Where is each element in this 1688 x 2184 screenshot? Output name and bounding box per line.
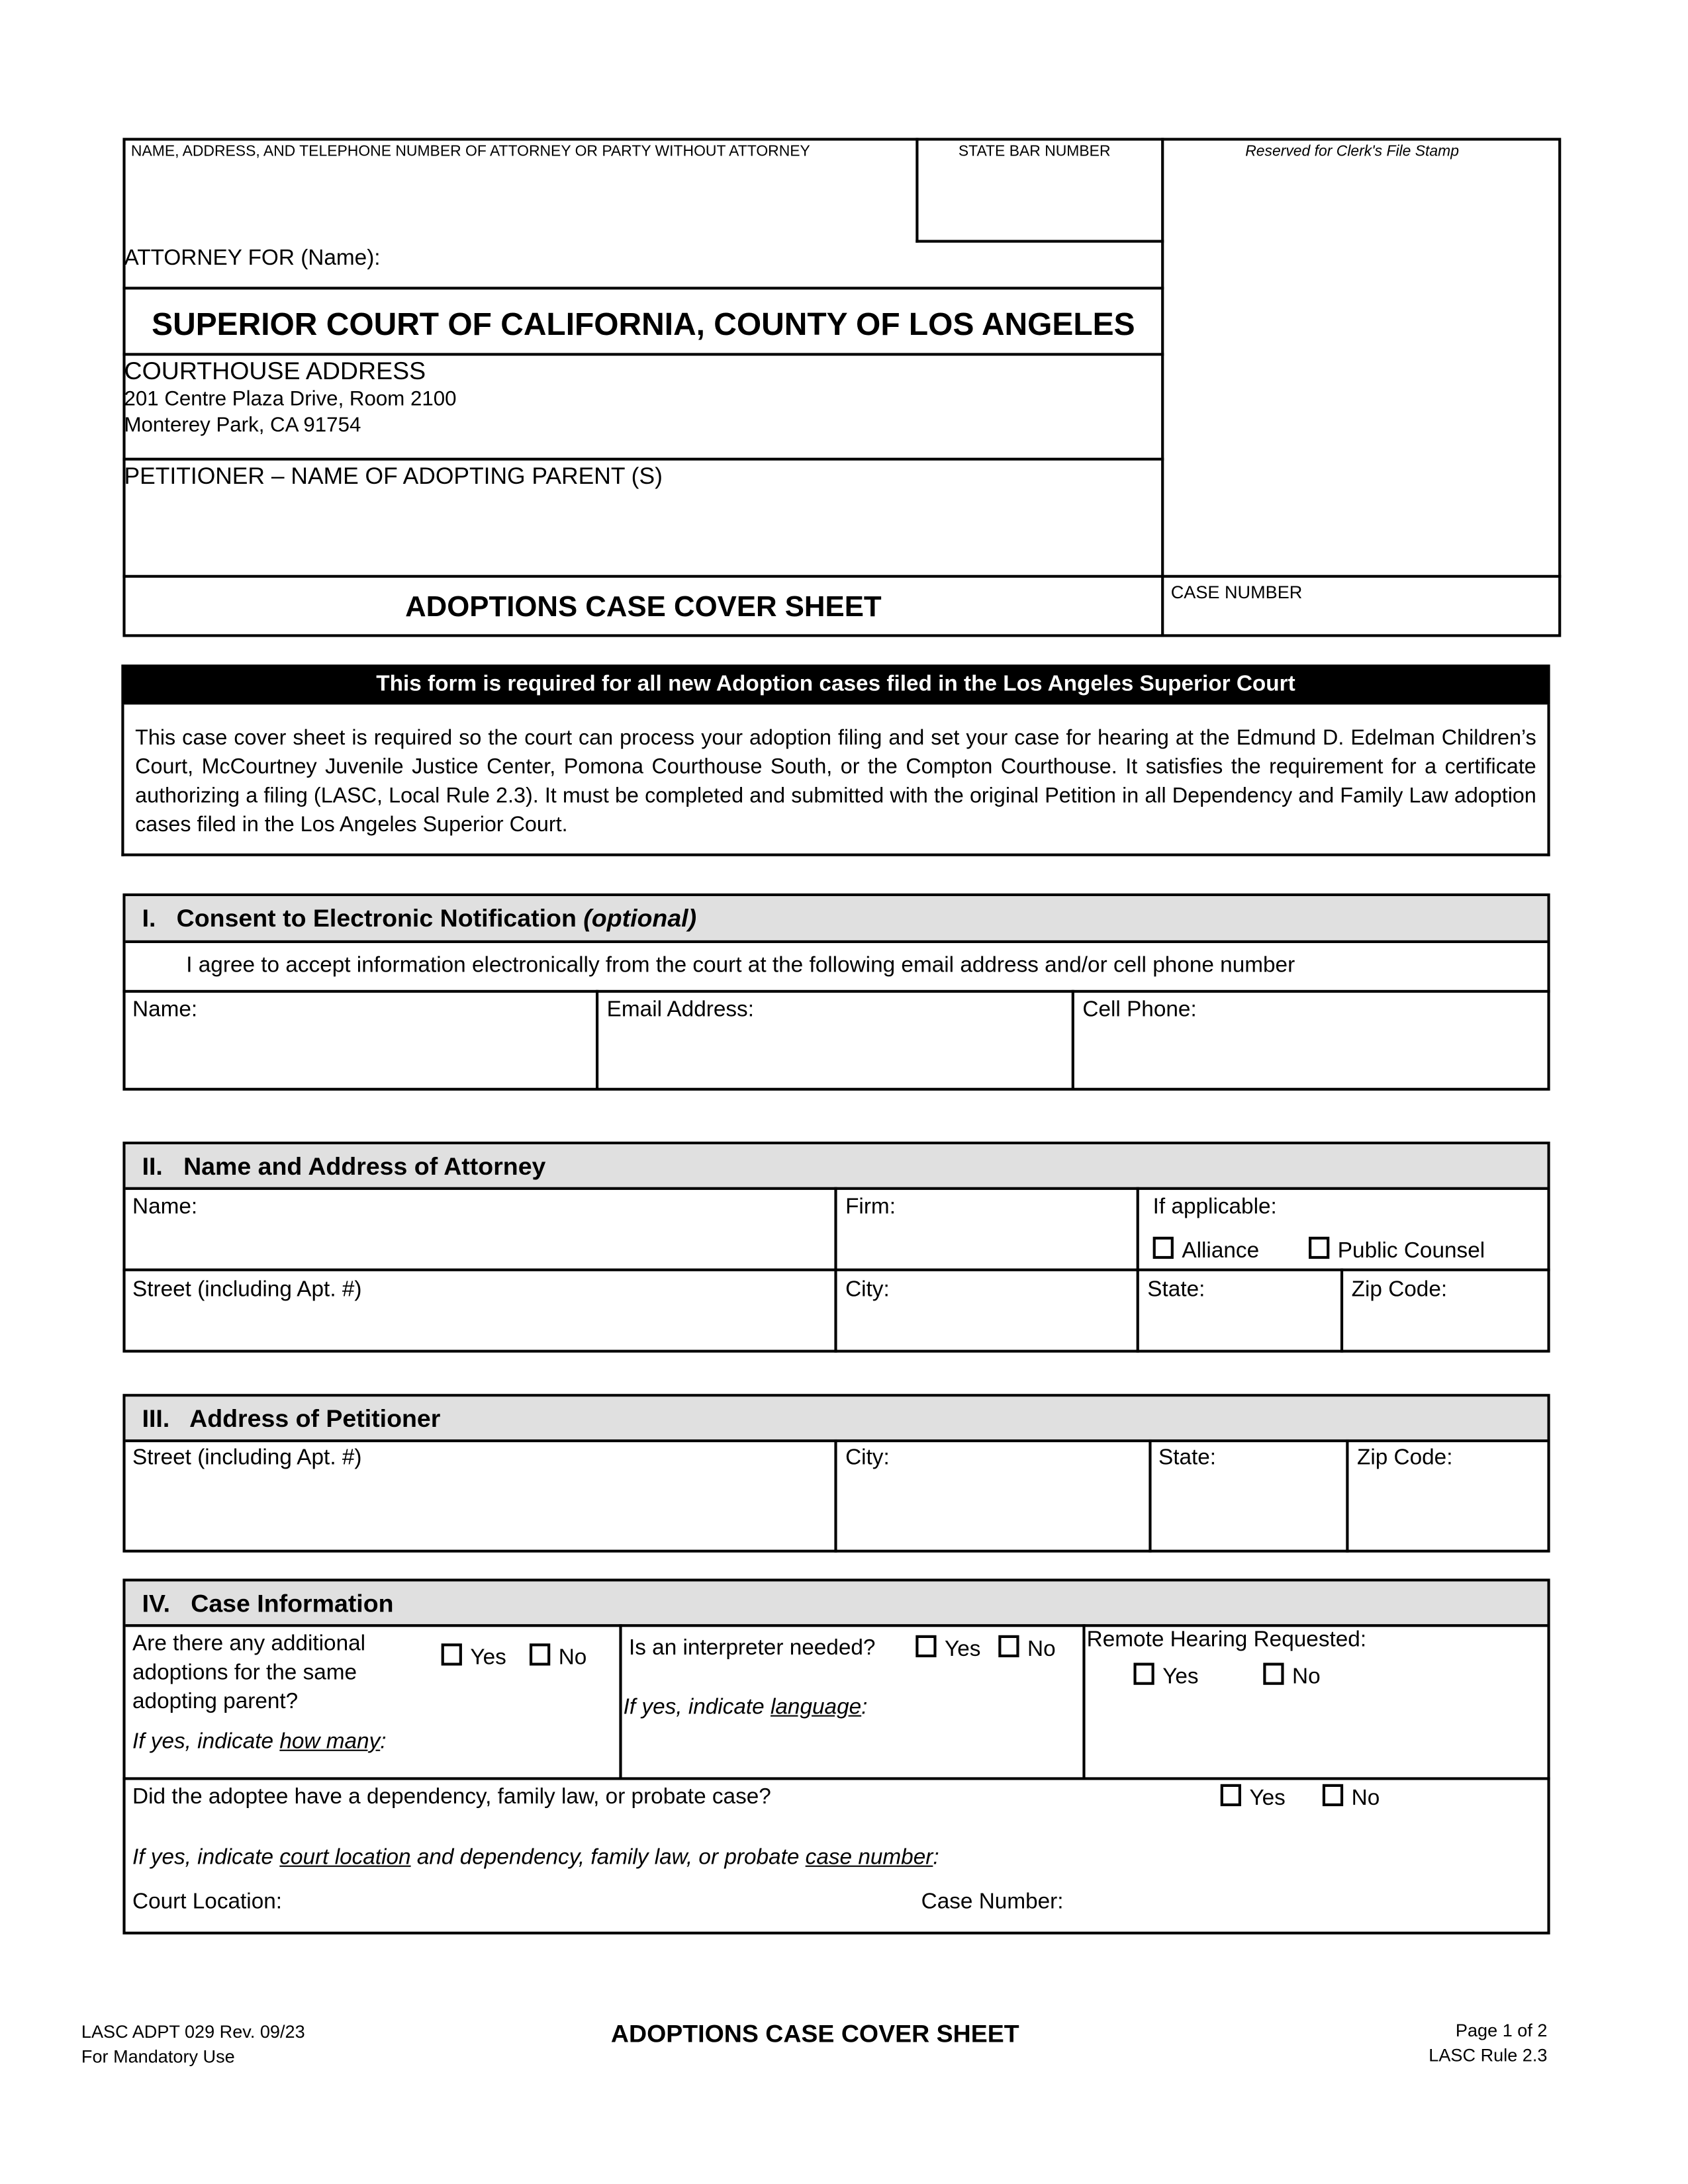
consent-name-field[interactable]: Name: bbox=[132, 998, 198, 1022]
checkbox-icon bbox=[1323, 1784, 1343, 1806]
divider bbox=[1340, 1269, 1343, 1353]
attorney-city-field[interactable]: City: bbox=[845, 1278, 890, 1302]
section-3-title: III. Address of Petitioner bbox=[142, 1404, 441, 1433]
divider bbox=[122, 287, 1164, 289]
if-yes-text: If yes, indicate bbox=[132, 1730, 280, 1754]
divider bbox=[1137, 1187, 1139, 1353]
dependency-yes-checkbox[interactable] bbox=[1221, 1784, 1286, 1813]
yes-label: Yes bbox=[1249, 1786, 1286, 1811]
case-number-label[interactable]: CASE NUMBER bbox=[1170, 582, 1303, 603]
if-applicable-label: If applicable: bbox=[1152, 1195, 1277, 1219]
divider bbox=[1161, 138, 1164, 637]
alliance-checkbox[interactable] bbox=[1153, 1237, 1259, 1266]
additional-no-checkbox[interactable] bbox=[530, 1643, 586, 1672]
petitioner-state-field[interactable]: State: bbox=[1158, 1446, 1217, 1470]
section-4-header bbox=[126, 1582, 1548, 1627]
state-bar-label: STATE BAR NUMBER bbox=[958, 143, 1111, 160]
footer-rule: LASC Rule 2.3 bbox=[1429, 2044, 1548, 2066]
petitioner-label[interactable]: PETITIONER – NAME OF ADOPTING PARENT (S) bbox=[124, 463, 663, 490]
address-line1: 201 Centre Plaza Drive, Room 2100 bbox=[124, 387, 457, 411]
divider bbox=[596, 990, 598, 1089]
form-title: ADOPTIONS CASE COVER SHEET bbox=[405, 591, 882, 623]
divider bbox=[122, 458, 1164, 461]
attorney-for-label[interactable]: ATTORNEY FOR (Name): bbox=[124, 246, 381, 271]
divider bbox=[834, 1439, 837, 1553]
divider bbox=[122, 1777, 1550, 1780]
if-yes-text: If yes, indicate bbox=[132, 1846, 280, 1870]
no-label: No bbox=[1027, 1637, 1056, 1662]
divider bbox=[1149, 1439, 1151, 1553]
footer-title: ADOPTIONS CASE COVER SHEET bbox=[610, 2020, 1019, 2048]
q-interpreter: Is an interpreter needed? bbox=[628, 1636, 876, 1661]
notice-banner: This form is required for all new Adoption cases filed in the Los Angeles Superior Court bbox=[121, 664, 1550, 704]
footer-page: Page 1 of 2 bbox=[1455, 2020, 1548, 2041]
section-1-heading bbox=[142, 905, 697, 933]
language-label: language bbox=[770, 1696, 862, 1719]
no-label: No bbox=[1292, 1665, 1321, 1690]
alliance-label: Alliance bbox=[1182, 1239, 1260, 1263]
footer-mandatory: For Mandatory Use bbox=[81, 2046, 235, 2067]
section-3-header bbox=[126, 1396, 1548, 1442]
divider bbox=[834, 1187, 837, 1353]
attorney-label: NAME, ADDRESS, AND TELEPHONE NUMBER OF ATTORNEY OR PARTY WITHOUT ATTORNEY bbox=[130, 143, 810, 160]
checkbox-icon bbox=[530, 1643, 550, 1665]
court-location-u: court location bbox=[279, 1846, 411, 1870]
yes-label: Yes bbox=[1162, 1665, 1199, 1690]
no-label: No bbox=[1351, 1786, 1380, 1811]
optional-label: (optional) bbox=[583, 904, 697, 933]
checkbox-icon bbox=[1263, 1662, 1284, 1684]
attorney-name-field[interactable]: Name: bbox=[132, 1195, 198, 1219]
consent-email-field[interactable]: Email Address: bbox=[606, 998, 754, 1022]
address-line2: Monterey Park, CA 91754 bbox=[124, 413, 361, 437]
attorney-state-field[interactable]: State: bbox=[1147, 1278, 1205, 1302]
clerk-stamp-label: Reserved for Clerk's File Stamp bbox=[1245, 143, 1460, 160]
section-4-title: IV. Case Information bbox=[142, 1590, 394, 1617]
divider bbox=[122, 575, 1561, 578]
no-label: No bbox=[558, 1646, 587, 1670]
courthouse-label: COURTHOUSE ADDRESS bbox=[124, 357, 426, 385]
petitioner-city-field[interactable]: City: bbox=[845, 1446, 890, 1470]
consent-cell-field[interactable]: Cell Phone: bbox=[1082, 998, 1197, 1022]
divider bbox=[122, 353, 1164, 355]
attorney-zip-field[interactable]: Zip Code: bbox=[1351, 1278, 1448, 1302]
section-1-title: I. Consent to Electronic Notification bbox=[142, 904, 584, 933]
how-many-label: how many bbox=[279, 1730, 381, 1754]
checkbox-icon bbox=[915, 1635, 936, 1657]
how-many-field[interactable]: If yes, indicate how many: bbox=[132, 1730, 387, 1754]
q-additional-line2: adoptions for the same bbox=[132, 1661, 357, 1685]
divider bbox=[915, 138, 918, 242]
checkbox-icon bbox=[1153, 1237, 1174, 1259]
remote-yes-checkbox[interactable] bbox=[1133, 1662, 1198, 1692]
q-additional-line1: Are there any additional bbox=[132, 1632, 366, 1657]
interpreter-yes-checkbox[interactable] bbox=[915, 1635, 980, 1664]
attorney-firm-field[interactable]: Firm: bbox=[845, 1195, 896, 1219]
dependency-instructions: If yes, indicate court location and dependency, family law, or probate case number: bbox=[132, 1846, 939, 1870]
section-2-title: II. Name and Address of Attorney bbox=[142, 1152, 546, 1181]
divider bbox=[1082, 1624, 1085, 1778]
petitioner-zip-field[interactable]: Zip Code: bbox=[1356, 1446, 1453, 1470]
footer-form-id: LASC ADPT 029 Rev. 09/23 bbox=[81, 2021, 305, 2042]
remote-hearing-label: Remote Hearing Requested: bbox=[1086, 1628, 1367, 1652]
case-number-u: case number bbox=[805, 1846, 933, 1870]
additional-yes-checkbox[interactable] bbox=[442, 1643, 506, 1672]
yes-label: Yes bbox=[470, 1646, 506, 1670]
divider bbox=[619, 1624, 622, 1778]
checkbox-icon bbox=[1133, 1662, 1154, 1684]
mid-text: and dependency, family law, or probate bbox=[410, 1846, 806, 1870]
divider bbox=[915, 240, 1164, 242]
checkbox-icon bbox=[1309, 1237, 1329, 1259]
court-location-field[interactable]: Court Location: bbox=[132, 1890, 283, 1914]
public-counsel-label: Public Counsel bbox=[1337, 1239, 1485, 1263]
divider bbox=[1346, 1439, 1348, 1553]
language-field[interactable]: If yes, indicate language: bbox=[623, 1696, 868, 1719]
yes-label: Yes bbox=[945, 1637, 981, 1662]
remote-no-checkbox[interactable] bbox=[1263, 1662, 1320, 1692]
section-1-header bbox=[126, 896, 1548, 943]
checkbox-icon bbox=[442, 1643, 462, 1665]
checkbox-icon bbox=[1221, 1784, 1241, 1806]
dependency-no-checkbox[interactable] bbox=[1323, 1784, 1380, 1813]
if-yes-text: If yes, indicate bbox=[623, 1696, 771, 1719]
q-dependency: Did the adoptee have a dependency, family law, or probate case? bbox=[132, 1785, 771, 1809]
case-number-field[interactable]: Case Number: bbox=[921, 1890, 1064, 1914]
interpreter-no-checkbox[interactable] bbox=[998, 1635, 1055, 1664]
petitioner-street-field[interactable]: Street (including Apt. #) bbox=[132, 1446, 362, 1470]
checkbox-icon bbox=[998, 1635, 1019, 1657]
divider bbox=[1072, 990, 1074, 1089]
attorney-street-field[interactable]: Street (including Apt. #) bbox=[132, 1278, 362, 1302]
court-name: SUPERIOR COURT OF CALIFORNIA, COUNTY OF LOS ANGELES bbox=[152, 306, 1135, 342]
notice-body: This case cover sheet is required so the court can process your adoption filing and set your case for hearing at the Edmund D. Edelman Children’s Court, McCourtney Juvenile Justice Center, Pomona Courthouse South, or the Compton Courthouse. It satisfies the requirement for a certificate authorizing a filing (LASC, Local Rule 2.3). It must be completed and submitted with the original Petition in all Dependency and Family Law adoption cases filed in the Los Angeles Superior Court. bbox=[121, 705, 1550, 856]
public-counsel-checkbox[interactable] bbox=[1309, 1237, 1485, 1266]
consent-agree-text: I agree to accept information electronically from the court at the following email address and/or cell phone number bbox=[186, 954, 1295, 978]
divider bbox=[122, 990, 1550, 993]
section-2-header bbox=[126, 1144, 1548, 1190]
q-additional-line3: adopting parent? bbox=[132, 1690, 299, 1714]
